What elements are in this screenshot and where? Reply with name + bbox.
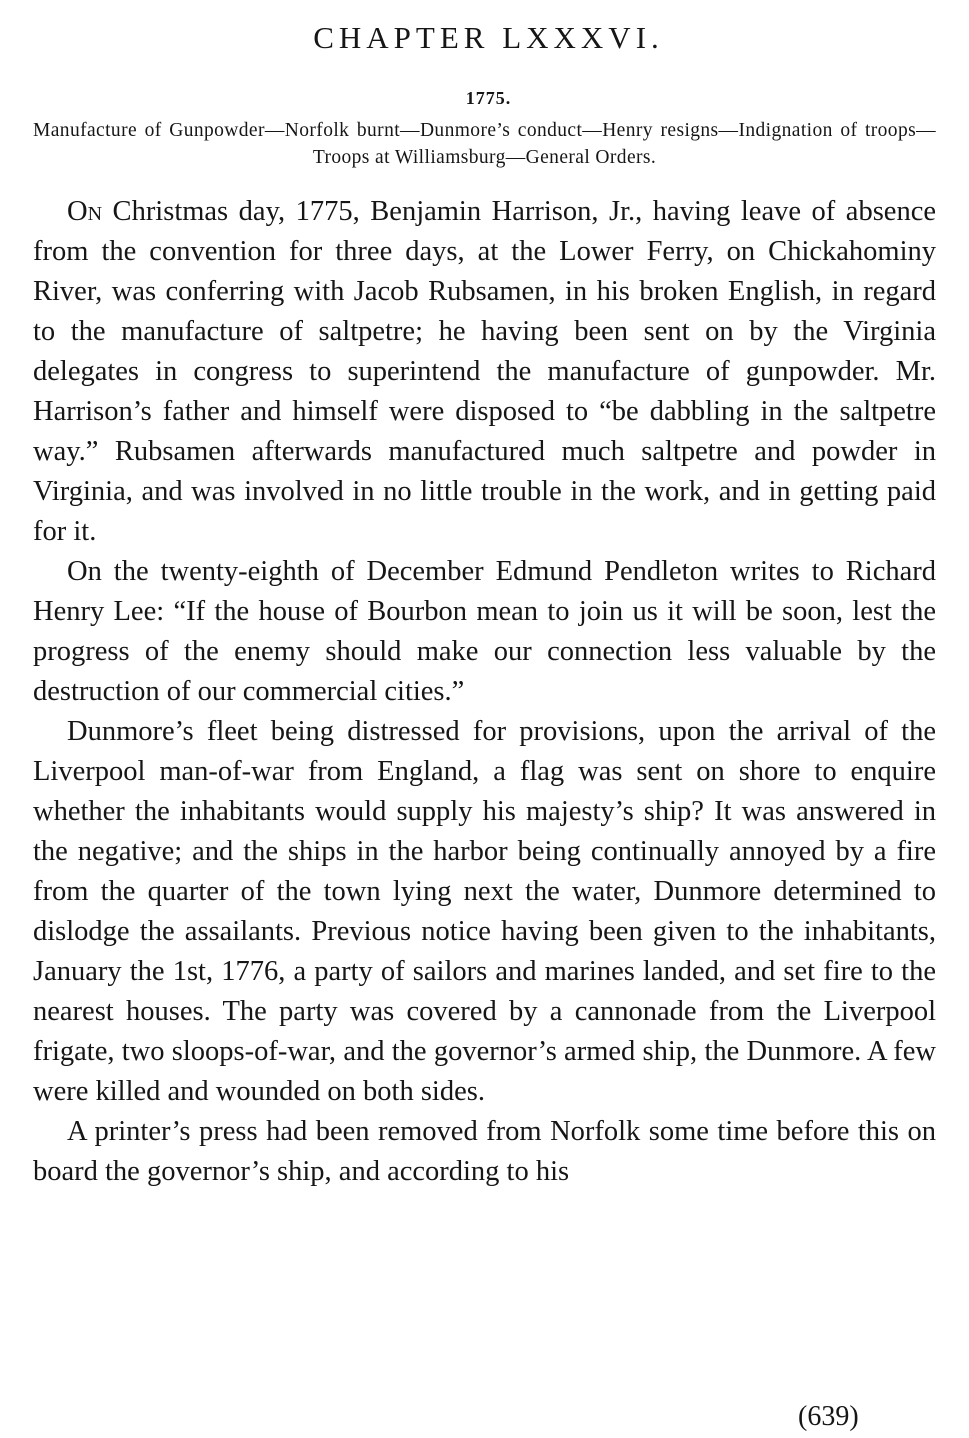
chapter-title: CHAPTER LXXXVI. xyxy=(313,20,664,55)
paragraph-3: Dunmore’s fleet being distressed for provisions, upon the arrival of the Liverpool man-of-war from England, a flag was sent on shore to enquire whether the inhabitants would supply his majesty’s ship? It was answered in the negative; and the ships in the harbor being continually annoyed by a fire from the quarter of the town lying next the water, Dunmore determined to dislodge the assailants. Previous notice having been given to the inhabitants, January the 1st, 1776, a party of sailors and marines landed, and set fire to the nearest houses. The party was covered by a cannonade from the Liverpool frigate, two sloops-of-war, and the governor’s armed ship, the Dunmore. A few were killed and wounded on both sides. xyxy=(33,716,936,1107)
paragraph-2: On the twenty-eighth of December Edmund Pendleton writes to Richard Henry Lee: “If the house of Bourbon mean to join us it will be soon, lest the progress of the enemy should make our connection less valuable by the destruction of our commercial cities.” xyxy=(33,556,936,707)
paragraph-lead-word: On xyxy=(67,196,103,227)
paragraph-4: A printer’s press had been removed from Norfolk some time before this on board the governor’s ship, and according to his xyxy=(33,1116,936,1187)
page-number: (639) xyxy=(798,1401,859,1432)
paragraph-1 xyxy=(33,192,936,552)
paragraph-1-text: Christmas day, 1775, Benjamin Harrison, Jr., having leave of absence from the convention for three days, at the Lower Ferry, on Chickahominy River, was conferring with Jacob Rubsamen, in his broken English, in regard to the manufacture of saltpetre; he having been sent on by the Virginia delegates in congress to superintend the manufacture of gunpowder. Mr. Harrison’s father and himself were disposed to “be dabbling in the saltpetre way.” Rubsamen afterwards manufactured much saltpetre and powder in Virginia, and was involved in no little trouble in the work, and in getting paid for it. xyxy=(33,196,936,547)
chapter-body xyxy=(33,192,936,1192)
chapter-year: 1775. xyxy=(465,88,512,108)
book-page xyxy=(33,18,936,1192)
chapter-summary: Manufacture of Gunpowder—Norfolk burnt—Dunmore’s conduct—Henry resigns—Indignation of troops—Troops at Williamsburg—General Orders. xyxy=(33,120,936,168)
